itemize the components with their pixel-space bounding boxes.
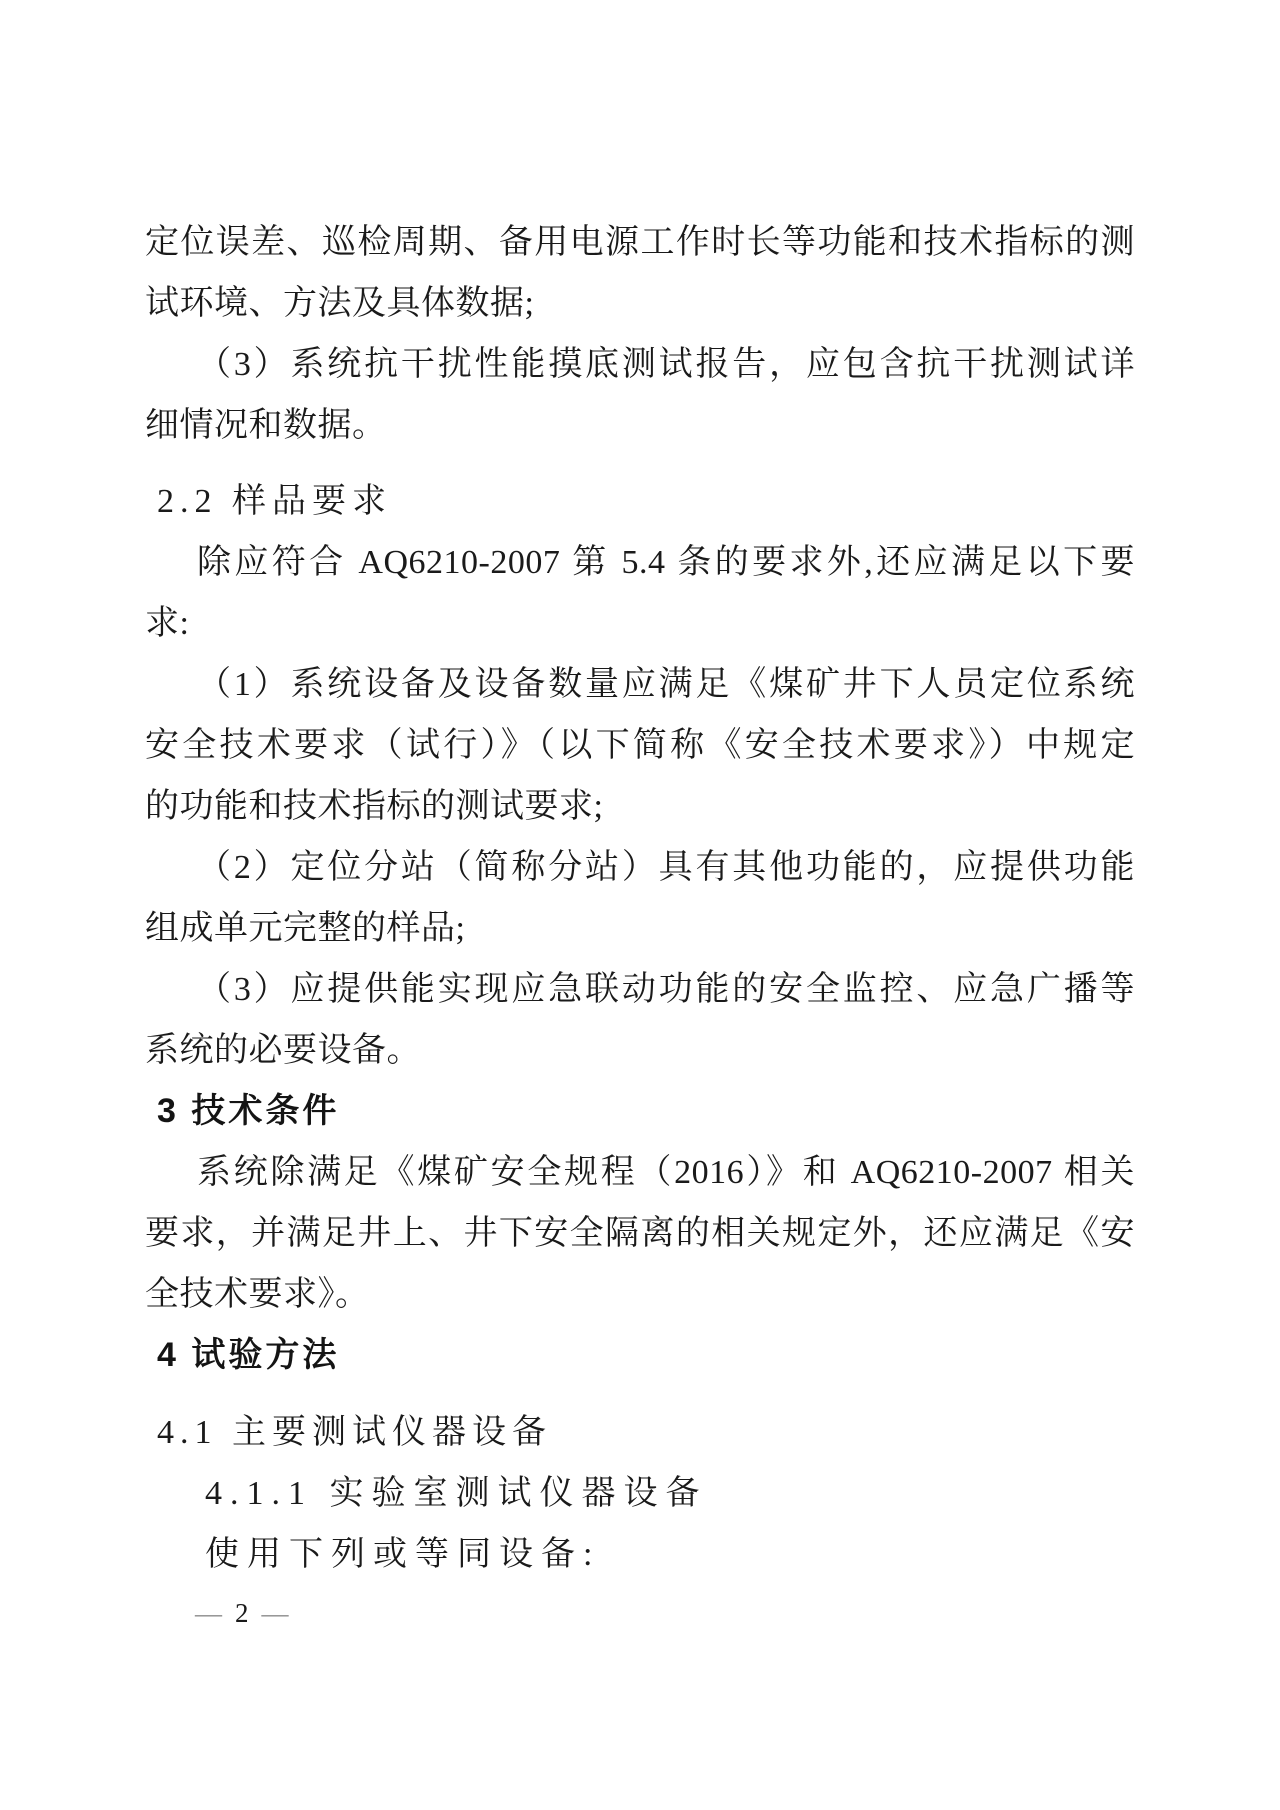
section-heading-3: 3 技术条件: [157, 1092, 340, 1130]
body-line: （1）系统设备及设备数量应满足《煤矿井下人员定位系统: [197, 666, 1135, 703]
body-line: 使用下列或等同设备:: [205, 1536, 601, 1573]
body-line: 系统除满足《煤矿安全规程（2016）》和 AQ6210-2007 相关: [197, 1154, 1135, 1191]
body-line: 要求，并满足井上、井下安全隔离的相关规定外，还应满足《安: [145, 1215, 1135, 1252]
body-line: （2）定位分站（简称分站）具有其他功能的，应提供功能: [197, 849, 1135, 886]
body-line: 除应符合 AQ6210-2007 第 5.4 条的要求外,还应满足以下要: [197, 544, 1135, 581]
footer-dash-right: —: [261, 1598, 290, 1628]
page-footer: [145, 1593, 1135, 1633]
body-line: 求:: [145, 605, 190, 642]
body-line: 系统的必要设备。: [145, 1032, 421, 1069]
section-heading-2-2: 2.2 样品要求: [157, 483, 392, 520]
body-line: 组成单元完整的样品;: [145, 910, 466, 947]
subsection-heading-4-1: 4.1 主要测试仪器设备: [157, 1414, 552, 1451]
document-body: [145, 212, 1135, 1633]
body-line: 试环境、方法及具体数据;: [145, 285, 535, 322]
body-line: 的功能和技术指标的测试要求;: [145, 788, 604, 825]
footer-page-number: 2: [235, 1598, 250, 1628]
body-line: 安全技术要求（试行）》（以下简称《安全技术要求》）中规定: [145, 727, 1135, 764]
footer-dash-left: —: [195, 1598, 223, 1628]
body-line: 定位误差、巡检周期、备用电源工作时长等功能和技术指标的测: [145, 224, 1135, 261]
section-heading-4: 4 试验方法: [157, 1336, 340, 1374]
body-line: （3）应提供能实现应急联动功能的安全监控、应急广播等: [197, 971, 1135, 1008]
body-line: 全技术要求》。: [145, 1276, 370, 1313]
body-line: （3）系统抗干扰性能摸底测试报告，应包含抗干扰测试详: [197, 346, 1135, 383]
body-line: 细情况和数据。: [145, 407, 387, 444]
subsection-heading-4-1-1: 4.1.1 实验室测试仪器设备: [205, 1475, 708, 1512]
